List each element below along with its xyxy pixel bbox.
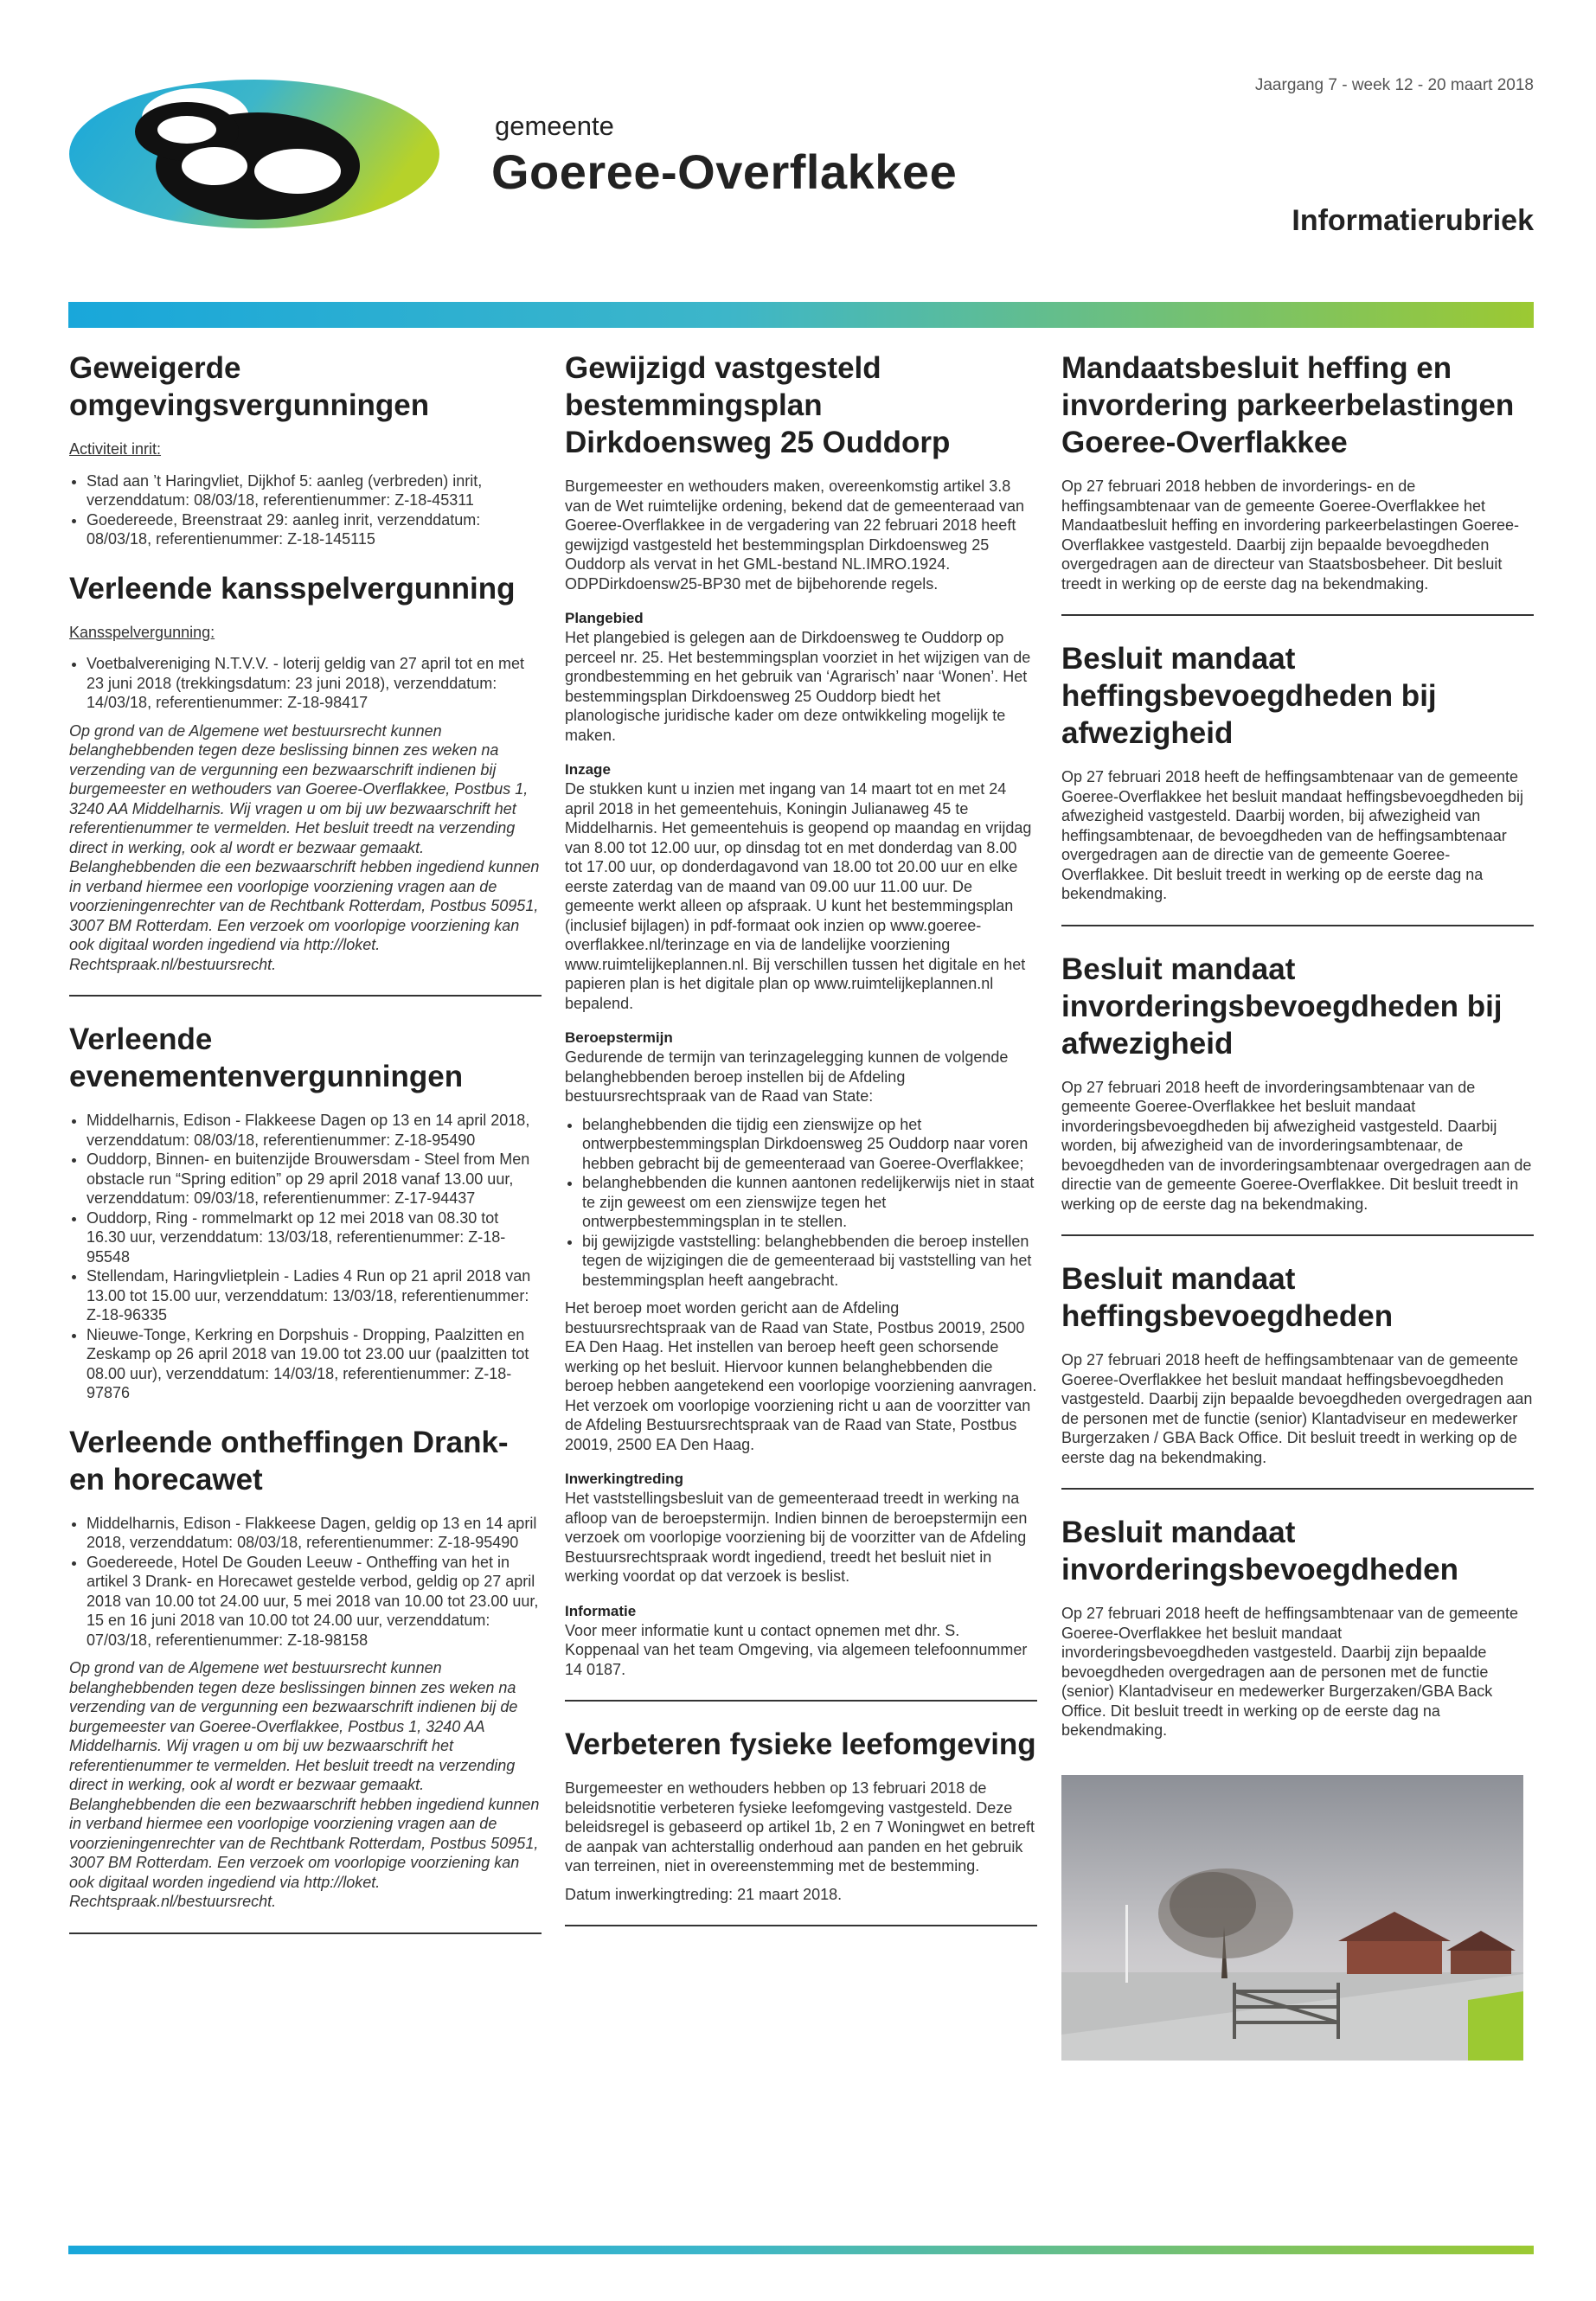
footer-gradient-bar: [68, 2246, 1534, 2254]
list-item: • Middelharnis, Edison - Flakkeese Dagen, geldig op 13 en 14 april 2018, verzenddatum: 08/03/18, referentienummer: Z-18-95490: [87, 1514, 542, 1553]
subheading: Informatie: [565, 1602, 637, 1619]
section-invordering-afwezigheid: [1061, 951, 1534, 1215]
bullet-list: [69, 654, 542, 713]
paragraph: Op 27 februari 2018 heeft de heffingsambtenaar van de gemeente Goeree-Overflakkee het besluit mandaat heffingsbevoegdheden vastgesteld. Daarbij zijn bepaalde bevoegdheden overgedragen aan de personen met de functie (senior) Klantadviseur en medewerker Burgerzaken / GBA Back Office. Dit besluit treedt in werking op de eerste dag na bekendmaking.: [1061, 1351, 1533, 1466]
paragraph: Burgemeester en wethouders hebben op 13 februari 2018 de beleidsnotitie verbeteren fysieke leefomgeving vastgesteld. Deze beleidsregel is gebaseerd op artikel 1b, 2 en 7 Woningwet en betreft de aanpak van achterstallig onderhoud aan panden en het gebruik van terreinen, niet in overeenstemming met de bestemming.: [565, 1779, 1035, 1875]
list-item: • Stad aan ’t Haringvliet, Dijkhof 5: aanleg (verbreden) inrit, verzenddatum: 08/03/18, referentienummer: Z-18-45311: [87, 471, 542, 510]
heading: Verleende kansspelvergunning: [69, 571, 516, 606]
divider: [69, 995, 542, 997]
bullet-list: [69, 471, 542, 549]
heading: Besluit mandaat heffingsbevoegdheden: [1061, 1262, 1394, 1333]
list-item: • Ouddorp, Binnen- en buitenzijde Brouwersdam - Steel from Men obstacle run “Spring edition” op 29 april 2018 vanaf 13.00 uur, verzenddatum: 09/03/18, referentienummer: Z-17-94437: [87, 1150, 542, 1208]
divider: [565, 1925, 1037, 1926]
section-parkeerbelastingen: [1061, 349, 1534, 593]
column-left: [69, 349, 542, 1958]
list-item: • belanghebbenden die kunnen aantonen redelijkerwijs niet in staat te zijn geweest om een zienswijze tegen het ontwerpbestemmingsplan in te stellen.: [582, 1173, 1037, 1232]
bullet-list: [69, 1111, 542, 1403]
header-gradient-bar: [68, 302, 1534, 328]
legal-note: Op grond van de Algemene wet bestuursrecht kunnen belanghebbenden tegen deze beslissing binnen zes weken na verzending van de vergunning een bezwaarschrift indienen bij burgemeester en wethouders van Goeree-Overflakkee, Postbus 1, 3240 AA Middelharnis. Wij vragen u om bij uw bezwaarschrift het referentienummer te vermelden. Het besluit treedt na verzending direct in werking, ook al wordt er bezwaar gemaakt. Belanghebbenden die een bezwaarschrift hebben ingediend kunnen in verband hiermee een voorlopige voorziening vragen aan de voorzieningenrechter van de Rechtbank Rotterdam, Postbus 50951, 3007 BM Rotterdam. Een verzoek om voorlopige voorziening kan ook digitaal worden ingediend via http://loket. Rechtspraak.nl/bestuursrecht.: [69, 721, 540, 973]
legal-note: Op grond van de Algemene wet bestuursrecht kunnen belanghebbenden tegen deze beslissingen binnen zes weken na verzending van de vergunning een bezwaarschrift indienen bij de burgemeester van Goeree-Overflakkee, Postbus 1, 3240 AA Middelharnis. Wij vragen u om bij uw bezwaarschrift het referentienummer te vermelden. Het besluit treedt na verzending direct in werking, ook al wordt er bezwaar gemaakt. Belanghebbenden die een bezwaarschrift hebben ingediend kunnen in verband hiermee een voorlopige voorziening vragen aan de voorzieningenrechter van de Rechtbank Rotterdam, Postbus 50951, 3007 BM Rotterdam. Een verzoek om voorlopige voorziening kan ook digitaal worden ingediend via http://loket. Rechtspraak.nl/bestuursrecht.: [69, 1659, 540, 1910]
section-evenementen: [69, 1021, 542, 1403]
heading: Besluit mandaat invorderingsbevoegdheden bij afwezigheid: [1061, 952, 1503, 1061]
paragraph: Het beroep moet worden gericht aan de Afdeling bestuursrechtspraak van de Raad van State, Postbus 20019, 2500 EA Den Haag. Het instellen van beroep heeft geen schorsende werking op het besluit. Hiervoor kunnen belanghebbenden die beroep hebben aangetekend een voorlopige voorziening aanvragen. Het verzoek om voorlopige voorziening richt u aan de voorzitter van de Afdeling Bestuursrechtspraak van de Raad van State, Postbus 20019, 2500 EA Den Haag.: [565, 1299, 1037, 1453]
section-geweigerde: [69, 349, 542, 549]
bullet-list: [69, 1514, 542, 1650]
list-item: • Voetbalvereniging N.T.V.V. - loterij geldig van 27 april tot en met 23 juni 2018 (trekkingsdatum: 23 juni 2018), verzenddatum: 14/03/18, referentienummer: Z-18-98417: [87, 654, 542, 713]
paragraph: Op 27 februari 2018 heeft de heffingsambtenaar van de gemeente Goeree-Overflakkee het besluit mandaat heffingsbevoegdheden bij afwezigheid vastgesteld. Daarbij worden, bij afwezigheid van heffingsambtenaar, de bevoegdheden van de heffingsambtenaar overgedragen aan de directie van de gemeente Goeree-Overflakkee. Dit besluit treedt in werking op de eerste dag na bekendmaking.: [1061, 768, 1524, 902]
list-item: • Stellendam, Haringvlietplein - Ladies 4 Run op 21 april 2018 van 13.00 tot 15.00 uur, verzenddatum: 13/03/18, referentienummer: Z-18-96335: [87, 1266, 542, 1325]
sub-label: Activiteit inrit:: [69, 440, 162, 458]
logo-gemeente: gemeente: [495, 111, 614, 141]
paragraph: Op 27 februari 2018 hebben de invorderings- en de heffingsambtenaar van de gemeente Goeree-Overflakkee het Mandaatbesluit heffing en invordering parkeerbelastingen Goeree-Overflakkee vastgesteld. Daarbij zijn bepaalde bevoegdheden overgedragen aan de directeur van Staatsbosbeheer. Dit besluit treedt in werking op de eerste dag na bekendmaking.: [1061, 478, 1520, 593]
heading: Gewijzigd vastgesteld bestemmingsplan Dirkdoensweg 25 Ouddorp: [565, 351, 951, 459]
list-item: • Goedereede, Breenstraat 29: aanleg inrit, verzenddatum: 08/03/18, referentienummer: Z-18-145115: [87, 510, 542, 549]
paragraph: Datum inwerkingtreding: 21 maart 2018.: [565, 1885, 843, 1903]
subheading: Inzage: [565, 761, 611, 778]
divider: [565, 1700, 1037, 1702]
paragraph: Op 27 februari 2018 heeft de invorderingsambtenaar van de gemeente Goeree-Overflakkee het besluit mandaat invorderingsbevoegdheden bij afwezigheid vastgesteld. Daarbij worden, bij afwezigheid van de invorderingsambtenaar, de bevoegdheden van de invorderingsambtenaar overgedragen aan de directie van de gemeente Goeree-Overflakkee. Dit besluit treedt in werking op de eerste dag na bekendmaking.: [1061, 1078, 1532, 1213]
paragraph: Het plangebied is gelegen aan de Dirkdoensweg te Ouddorp op perceel nr. 25. Het bestemmingsplan voorziet in het wijzigen van de grondbestemming en het gebruik van ‘Agrarisch’ naar ‘Wonen’. Het bestemmingsplan Dirkdoensweg 25 Ouddorp biedt het planologische juridische kader om deze ontwikkeling mogelijk te maken.: [565, 629, 1031, 744]
heading: Geweigerde omgevingsvergunningen: [69, 351, 430, 422]
section-heffingsbevoegdheden: [1061, 1260, 1534, 1467]
divider: [1061, 925, 1534, 926]
subheading: Plangebied: [565, 610, 644, 626]
column-right: [1061, 349, 1534, 2065]
divider: [1061, 614, 1534, 616]
section-bestemmingsplan: [565, 349, 1037, 1679]
section-kansspel: [69, 570, 542, 975]
heading: Verleende evenementenvergunningen: [69, 1022, 464, 1093]
section-invorderingsbevoegdheden: [1061, 1514, 1534, 1740]
subheading: Beroepstermijn: [565, 1029, 673, 1046]
paragraph: Gedurende de termijn van terinzagelegging kunnen de volgende belanghebbenden beroep instellen bij de Afdeling bestuursrechtspraak van de Raad van State:: [565, 1048, 1009, 1105]
paragraph: Burgemeester en wethouders maken, overeenkomstig artikel 3.8 van de Wet ruimtelijke ordening, bekend dat de gemeenteraad van Goeree-Overflakkee in de vergadering van 22 februari 2018 heeft gewijzigd vastgesteld het bestemmingsplan Dirkdoensweg 25 Ouddorp als vervat in het GML-bestand NL.IMRO.1924. ODPDirkdoensw25-BP30 met de bijbehorende regels.: [565, 478, 1025, 593]
list-item: • Nieuwe-Tonge, Kerkring en Dorpshuis - Dropping, Paalzitten en Zeskamp op 26 april 2018 van 19.00 tot 23.00 uur (paalzitten tot 08.00 uur), verzenddatum: 14/03/18, referentienummer: Z-18-97876: [87, 1325, 542, 1403]
municipality-logo: [66, 74, 446, 230]
column-middle: [565, 349, 1037, 1951]
list-item: • Ouddorp, Ring - rommelmarkt op 12 mei 2018 van 08.30 tot 16.30 uur, verzenddatum: 13/03/18, referentienummer: Z-18-95548: [87, 1208, 542, 1267]
logo-municipality-name: Goeree-Overflakkee: [491, 144, 958, 199]
list-item: • Goedereede, Hotel De Gouden Leeuw - Ontheffing van het in artikel 3 Drank- en Horecawet gestelde verbod, geldig op 27 april 2018 van 10.00 tot 24.00 uur, 5 mei 2018 van 10.00 tot 23.00 uur, 15 en 16 juni 2018 van 10.00 tot 24.00 uur, verzenddatum: 07/03/18, referentienummer: Z-18-98158: [87, 1553, 542, 1650]
subheading: Inwerkingtreding: [565, 1471, 683, 1487]
section-leefomgeving: [565, 1726, 1037, 1904]
list-item: • bij gewijzigde vaststelling: belanghebbenden die beroep instellen tegen de wijzigingen die de gemeenteraad bij vaststelling van het bestemmingsplan heeft aangebracht.: [582, 1232, 1037, 1291]
landscape-photo: [1061, 1775, 1523, 2061]
section-heffing-afwezigheid: [1061, 640, 1534, 904]
section-title: Informatierubriek: [1292, 204, 1534, 237]
heading: Besluit mandaat invorderingsbevoegdheden: [1061, 1516, 1458, 1586]
issue-date: Jaargang 7 - week 12 - 20 maart 2018: [1254, 76, 1534, 94]
divider: [1061, 1488, 1534, 1490]
paragraph: Voor meer informatie kunt u contact opnemen met dhr. S. Koppenaal van het team Omgeving, via algemeen telefoonnummer 14 0187.: [565, 1621, 1028, 1678]
heading: Mandaatsbesluit heffing en invordering parkeerbelastingen Goeree-Overflakkee: [1061, 351, 1515, 459]
heading: Besluit mandaat heffingsbevoegdheden bij afwezigheid: [1061, 642, 1437, 750]
heading: Verleende ontheffingen Drank- en horecawet: [69, 1425, 509, 1497]
divider: [69, 1932, 542, 1934]
list-item: • belanghebbenden die tijdig een zienswijze op het ontwerpbestemmingsplan Dirkdoensweg 25 Ouddorp naar voren hebben gebracht bij de gemeenteraad van Goeree-Overflakkee;: [582, 1115, 1037, 1174]
paragraph: De stukken kunt u inzien met ingang van 14 maart tot en met 24 april 2018 in het gemeentehuis, Koningin Julianaweg 45 te Middelharnis. Het gemeentehuis is geopend op maandag en vrijdag van 8.00 tot 12.00 uur, op dinsdag tot en met donderdag van 8.00 tot 17.00 uur, op donderdagavond van 18.00 tot 20.00 uur en elke eerste zaterdag van de maand van 09.00 uur 11.00 uur. De gemeente werkt alleen op afspraak. U kunt het bestemmingsplan (inclusief bijlagen) in pdf-formaat ook inzien op www.goeree-overflakkee.nl/terinzage en via de landelijke voorziening www.ruimtelijkeplannen.nl. Bij verschillen tussen het digitale en het papieren plan is het digitale plan op www.ruimtelijkeplannen.nl bepalend.: [565, 780, 1032, 1012]
paragraph: Het vaststellingsbesluit van de gemeenteraad treedt in werking na afloop van de beroepstermijn. Indien binnen de beroepstermijn een verzoek om voorlopige voorziening bij de voorzitter van de Afdeling Bestuursrechtspraak wordt ingediend, treedt het besluit niet in werking voordat op dat verzoek is beslist.: [565, 1490, 1028, 1585]
list-item: • Middelharnis, Edison - Flakkeese Dagen op 13 en 14 april 2018, verzenddatum: 08/03/18, referentienummer: Z-18-95490: [87, 1111, 542, 1150]
heading: Verbeteren fysieke leefomgeving: [565, 1727, 1036, 1761]
divider: [1061, 1234, 1534, 1236]
sub-label: Kansspelvergunning:: [69, 623, 215, 641]
bullet-list: [565, 1115, 1037, 1291]
section-ontheffingen: [69, 1424, 542, 1912]
paragraph: Op 27 februari 2018 heeft de heffingsambtenaar van de gemeente Goeree-Overflakkee het besluit mandaat invorderingsbevoegdheden vastgesteld. Daarbij zijn bepaalde bevoegdheden overgedragen aan de personen met de functie (senior) Klantadviseur en medewerker Burgerzaken/GBA Back Office. Dit besluit treedt in werking op de eerste dag na bekendmaking.: [1061, 1605, 1519, 1739]
